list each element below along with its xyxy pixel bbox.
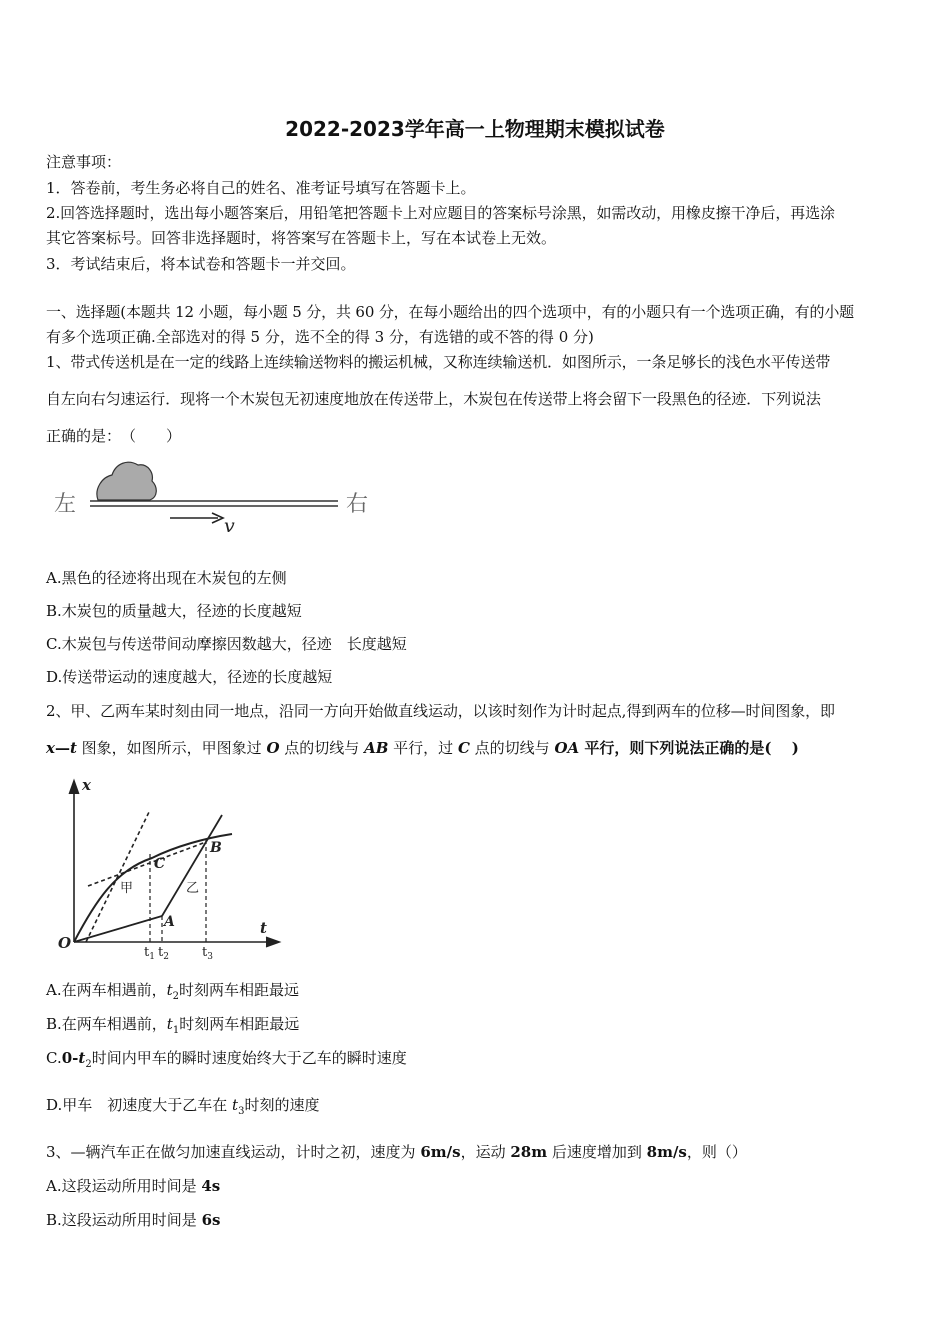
- notice-item-2-cont: 其它答案标号。回答非选择题时，将答案写在答题卡上，写在本试卷上无效。: [46, 229, 557, 247]
- x-axis-arrow: [266, 937, 280, 947]
- curve-yi-label: 乙: [186, 881, 200, 896]
- q2-stem-line-1: 2、甲、乙两车某时刻由同一地点，沿同一方向开始做直线运动，以该时刻作为计时起点,得到两车的位移—时间图象，即: [46, 702, 835, 720]
- conveyor-belt-figure: [46, 455, 386, 540]
- velocity-label: v: [224, 515, 235, 537]
- right-label: 右: [346, 492, 369, 517]
- section-1-heading: 一、选择题(本题共 12 小题，每小题 5 分，共 60 分，在每小题给出的四个选项中，有的小题只有一个选项正确，有的小题: [46, 303, 855, 321]
- q2-option-d[interactable]: D.甲车 初速度大于乙车在 $t_3$时刻的速度: [46, 1096, 320, 1117]
- y-axis-label: x: [82, 776, 91, 794]
- point-a-label: A: [164, 914, 175, 930]
- q1-option-c[interactable]: C.木炭包与传送带间动摩擦因数越大，径迹 长度越短: [46, 635, 407, 653]
- curve-jia-label: 甲: [120, 881, 134, 896]
- x-axis-label: t: [260, 919, 267, 937]
- q1-stem-line-3: 正确的是： （ ）: [46, 427, 182, 445]
- q3-option-b[interactable]: B.这段运动所用时间是 6s: [46, 1211, 221, 1229]
- point-b-label: B: [210, 840, 222, 856]
- x-t-graph: [46, 770, 296, 970]
- tick-t1: $t_1$: [144, 945, 155, 962]
- tangent-at-c: [88, 842, 206, 886]
- tick-t2: $t_2$: [158, 945, 169, 962]
- q3-stem: 3、—辆汽车正在做匀加速直线运动，计时之初，速度为 6m/s，运动 28m 后速度增加到 8m/s，则（）: [46, 1143, 747, 1161]
- q1-option-d[interactable]: D.传送带运动的速度越大，径迹的长度越短: [46, 668, 333, 686]
- notice-heading: 注意事项：: [46, 153, 122, 171]
- q2-option-c[interactable]: $C.0-t_2$时间内甲车的瞬时速度始终大于乙车的瞬时速度: [46, 1049, 407, 1070]
- section-1-heading-cont: 有多个选项正确.全部选对的得 5 分，选不全的得 3 分，有选错的或不答的得 0 分): [46, 328, 594, 346]
- q1-stem-line-2: 自左向右匀速运行．现将一个木炭包无初速度地放在传送带上，木炭包在传送带上将会留下一段黑色的径迹．下列说法: [46, 390, 821, 408]
- line-ab: [162, 815, 222, 916]
- point-c-label: C: [154, 856, 166, 872]
- tick-t3: $t_3$: [202, 945, 213, 962]
- y-axis-arrow: [69, 780, 79, 794]
- origin-label: O: [58, 934, 72, 952]
- q1-option-b[interactable]: B.木炭包的质量越大，径迹的长度越短: [46, 602, 302, 620]
- q1-stem-line-1: 1、带式传送机是在一定的线路上连续输送物料的搬运机械，又称连续输送机．如图所示，一条足够长的浅色水平传送带: [46, 353, 831, 371]
- left-label: 左: [54, 492, 77, 517]
- notice-item-1: 1．答卷前，考生务必将自己的姓名、准考证号填写在答题卡上。: [46, 179, 476, 197]
- notice-item-3: 3．考试结束后，将本试卷和答题卡一并交回。: [46, 255, 356, 273]
- charcoal-bag-icon: [97, 462, 156, 500]
- curve-jia: [74, 834, 232, 942]
- page-title: 2022-2023学年高一上物理期末模拟试卷: [285, 117, 665, 141]
- q2-option-b[interactable]: B.在两车相遇前，$t_1$时刻两车相距最远: [46, 1015, 300, 1036]
- q2-option-a[interactable]: A.在两车相遇前，$t_2$时刻两车相距最远: [46, 981, 300, 1002]
- q1-option-a[interactable]: A.黑色的径迹将出现在木炭包的左侧: [46, 569, 287, 587]
- q3-option-a[interactable]: A.这段运动所用时间是 4s: [46, 1177, 221, 1195]
- q2-stem-line-2: x—t 图象，如图所示，甲图象过 O 点的切线与 AB 平行，过 C 点的切线与 OA 平行，则下列说法正确的是( ): [46, 739, 799, 757]
- notice-item-2: 2.回答选择题时，选出每小题答案后，用铅笔把答题卡上对应题目的答案标号涂黑，如需改动，用橡皮擦干净后，再选涂: [46, 204, 835, 222]
